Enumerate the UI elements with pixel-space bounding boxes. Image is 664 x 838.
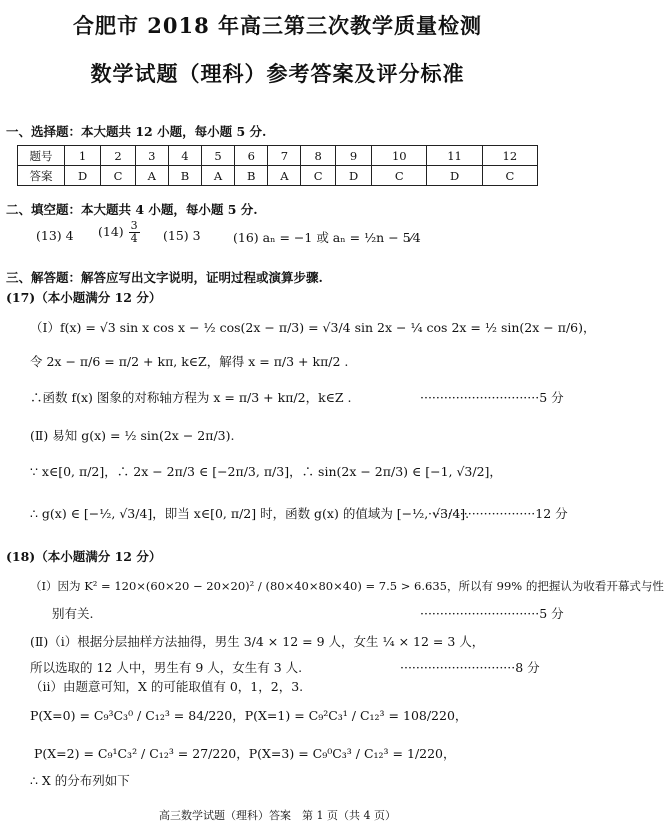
q18-score-8: ·····························8 分 xyxy=(400,660,540,675)
table-cell: 8 xyxy=(301,146,336,166)
answer-table xyxy=(17,145,538,186)
table-cell: 7 xyxy=(268,146,301,166)
table-cell: C xyxy=(301,166,336,186)
q17-line-3: ∴函数 f(x) 图象的对称轴方程为 x = π/3 + kπ/2，k∈Z . xyxy=(30,390,352,405)
q17-line-2: 令 2x − π/6 = π/2 + kπ, k∈Z，解得 x = π/3 + kπ/2 . xyxy=(30,354,349,369)
answer-14 xyxy=(98,220,141,245)
q18-line-8: ∴ X 的分布列如下 xyxy=(30,773,130,788)
table-row xyxy=(18,146,538,166)
answer-13: (13) 4 xyxy=(36,228,74,243)
table-cell: D xyxy=(65,166,101,186)
answer-14-fraction xyxy=(129,220,140,245)
fraction-numerator: 3 xyxy=(130,219,138,232)
q17-score-12: ···························12 分 xyxy=(428,506,568,521)
table-cell: 11 xyxy=(427,146,482,166)
q17-score-5: ······························5 分 xyxy=(420,390,564,405)
q17-line-5: ∵ x∈[0, π/2]，∴ 2x − 2π/3 ∈ [−2π/3, π/3]，∴ sin(2x − 2π/3) ∈ [−1, √3/2]， xyxy=(30,464,502,479)
page-footer: 高三数学试题（理科）答案 第 1 页（共 4 页） xyxy=(159,809,396,822)
table-cell: B xyxy=(235,166,268,186)
section1-heading: 一、选择题：本大题共 12 小题，每小题 5 分. xyxy=(6,124,267,139)
q17-line-1: （Ⅰ）f(x) = √3 sin x cos x − ½ cos(2x − π/3) = √3/4 sin 2x − ¼ cos 2x = ½ sin(2x − π/6)， xyxy=(30,320,596,335)
table-cell: A xyxy=(135,166,168,186)
document-subtitle: 数学试题（理科）参考答案及评分标准 xyxy=(90,61,465,86)
table-cell: D xyxy=(427,166,482,186)
table-header-label: 答案 xyxy=(18,166,65,186)
table-cell: 3 xyxy=(135,146,168,166)
section2-heading: 二、填空题：本大题共 4 小题，每小题 5 分. xyxy=(6,202,258,217)
table-cell: 6 xyxy=(235,146,268,166)
table-cell: 12 xyxy=(482,146,537,166)
q18-line-2: 别有关. xyxy=(52,606,94,621)
table-cell: C xyxy=(101,166,136,186)
q18-line-5: （ⅱ）由题意可知，X 的可能取值有 0，1，2，3. xyxy=(30,679,304,694)
table-cell: C xyxy=(372,166,427,186)
section3-heading: 三、解答题：解答应写出文字说明，证明过程或演算步骤. xyxy=(6,270,323,285)
answer-14-label: (14) xyxy=(98,224,124,239)
answer-15: (15) 3 xyxy=(163,228,201,243)
table-cell: 5 xyxy=(202,146,235,166)
document-title: 合肥市 2018 年高三第三次教学质量检测 xyxy=(72,13,483,38)
table-cell: 1 xyxy=(65,146,101,166)
table-cell: B xyxy=(168,166,201,186)
table-cell: C xyxy=(482,166,537,186)
table-cell: D xyxy=(336,166,372,186)
fraction-denominator: 4 xyxy=(130,232,138,245)
table-cell: A xyxy=(268,166,301,186)
answer-16: (16) aₙ = −1 或 aₙ = ½n − 5⁄4 xyxy=(233,230,421,245)
q17-line-6: ∴ g(x) ∈ [−½, √3/4]，即当 x∈[0, π/2] 时，函数 g(x) 的值域为 [−½, √3/4]. xyxy=(30,506,470,521)
table-cell: A xyxy=(202,166,235,186)
q17-heading: (17)（本小题满分 12 分） xyxy=(6,290,162,305)
table-cell: 10 xyxy=(372,146,427,166)
q18-line-6: P(X=0) = C₉³C₃⁰ / C₁₂³ = 84/220，P(X=1) = C₉²C₃¹ / C₁₂³ = 108/220， xyxy=(30,708,468,723)
table-header-label: 题号 xyxy=(18,146,65,166)
q18-line-7: P(X=2) = C₉¹C₃² / C₁₂³ = 27/220，P(X=3) = C₉⁰C₃³ / C₁₂³ = 1/220， xyxy=(34,746,456,761)
q18-line-4: 所以选取的 12 人中，男生有 9 人，女生有 3 人. xyxy=(30,660,303,675)
table-cell: 9 xyxy=(336,146,372,166)
q18-heading: (18)（本小题满分 12 分） xyxy=(6,549,162,564)
q18-score-5: ······························5 分 xyxy=(420,606,564,621)
table-cell: 2 xyxy=(101,146,136,166)
q18-line-3: (Ⅱ)（ⅰ）根据分层抽样方法抽得，男生 3/4 × 12 = 9 人，女生 ¼ × 12 = 3 人， xyxy=(30,634,485,649)
table-cell: 4 xyxy=(168,146,201,166)
q18-line-1: （Ⅰ）因为 K² = 120×(60×20 − 20×20)² / (80×40×80×40) = 7.5 > 6.635，所以有 99% 的把握认为收看开幕式与性 xyxy=(30,579,664,593)
table-row xyxy=(18,166,538,186)
q17-line-4: (Ⅱ) 易知 g(x) = ½ sin(2x − 2π/3). xyxy=(30,428,235,443)
